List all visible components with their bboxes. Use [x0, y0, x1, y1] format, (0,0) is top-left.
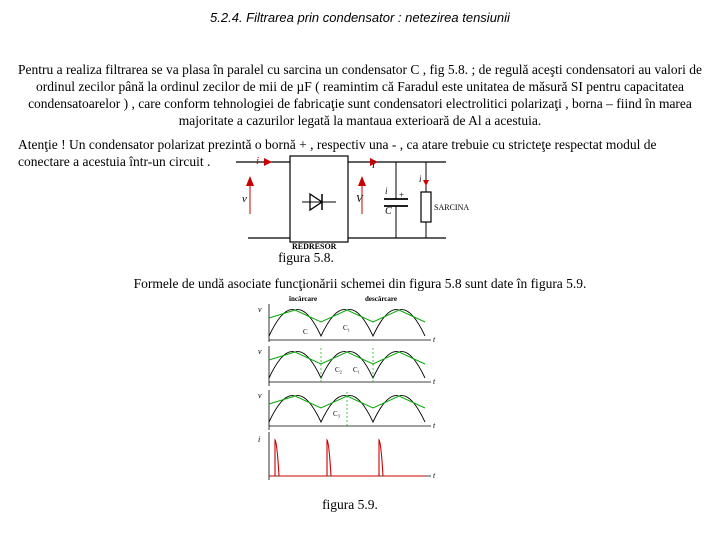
- waveform-diagram: [255, 292, 445, 490]
- input-current-label: i: [256, 155, 260, 167]
- paragraph-waveforms: Formele de undă asociate funcţionării schemei din figura 5.8 sunt date în figura 5.9.: [133, 276, 587, 291]
- cap-current-label: i: [385, 186, 388, 196]
- rectifier-label: REDRESOR: [292, 242, 337, 251]
- waveform-panel-2: [258, 346, 436, 386]
- discharge-label: descărcare: [365, 295, 398, 303]
- waveform-panel-4: [258, 432, 436, 480]
- capacitor-label: C: [385, 206, 392, 217]
- panel-3-zone-1: C₃: [333, 410, 341, 418]
- figure-5-9-caption: figura 5.9.: [322, 497, 378, 512]
- figure-5-8-caption: figura 5.8.: [278, 250, 334, 265]
- panel-1-y-label: v: [258, 305, 262, 314]
- waveform-panel-3: [258, 390, 436, 430]
- panel-2-zone-1: C₂: [335, 366, 343, 374]
- paragraph-attention: Atenţie ! Un condensator polarizat prezintă o bornă + , respectiv una - , ca atare trebuie cu stricteţe respectat modul de conectare a acestuia într-un circuit .: [18, 137, 657, 169]
- panel-4-x-label: t: [433, 471, 436, 480]
- panel-1-zone-1: C: [303, 328, 308, 336]
- panel-3-x-label: t: [433, 421, 436, 430]
- load-current-label: i: [419, 174, 422, 184]
- panel-2-y-label: v: [258, 347, 262, 356]
- waveform-panel-1: [258, 304, 436, 344]
- charge-label: încărcare: [289, 295, 318, 303]
- load-label: SARCINA: [434, 203, 470, 212]
- panel-2-zone-2: C₁: [353, 366, 361, 374]
- panel-3-y-label: v: [258, 391, 262, 400]
- capacitor-plus: +: [399, 190, 405, 200]
- section-title: 5.2.4. Filtrarea prin condensator : netezirea tensiunii: [210, 10, 510, 25]
- output-voltage-label: V: [356, 193, 363, 205]
- output-current-label: i: [372, 159, 376, 171]
- circuit-diagram: [228, 152, 488, 252]
- panel-1-x-label: t: [433, 335, 436, 344]
- paragraph-filtering: Pentru a realiza filtrarea se va plasa în paralel cu sarcina un condensator C , fig 5.8. ; de regulă aceşti condensatori au valori de ordinul zecilor până la ordinul zecilor de mii de µF ( reamintim că Faradul este unitatea de măsură SI pentru capacitatea condensatoarelor ) , care conform tehnologiei de fabricaţie sunt condensatori electrolitici polarizaţi , borna – fiind în marea majoritate a cazurilor legată la mantaua exterioară de Al a acestuia.: [17, 62, 703, 128]
- input-voltage-label: v: [242, 193, 247, 205]
- panel-4-y-label: i: [258, 435, 261, 444]
- panel-2-x-label: t: [433, 377, 436, 386]
- panel-1-zone-2: C₁: [343, 324, 351, 332]
